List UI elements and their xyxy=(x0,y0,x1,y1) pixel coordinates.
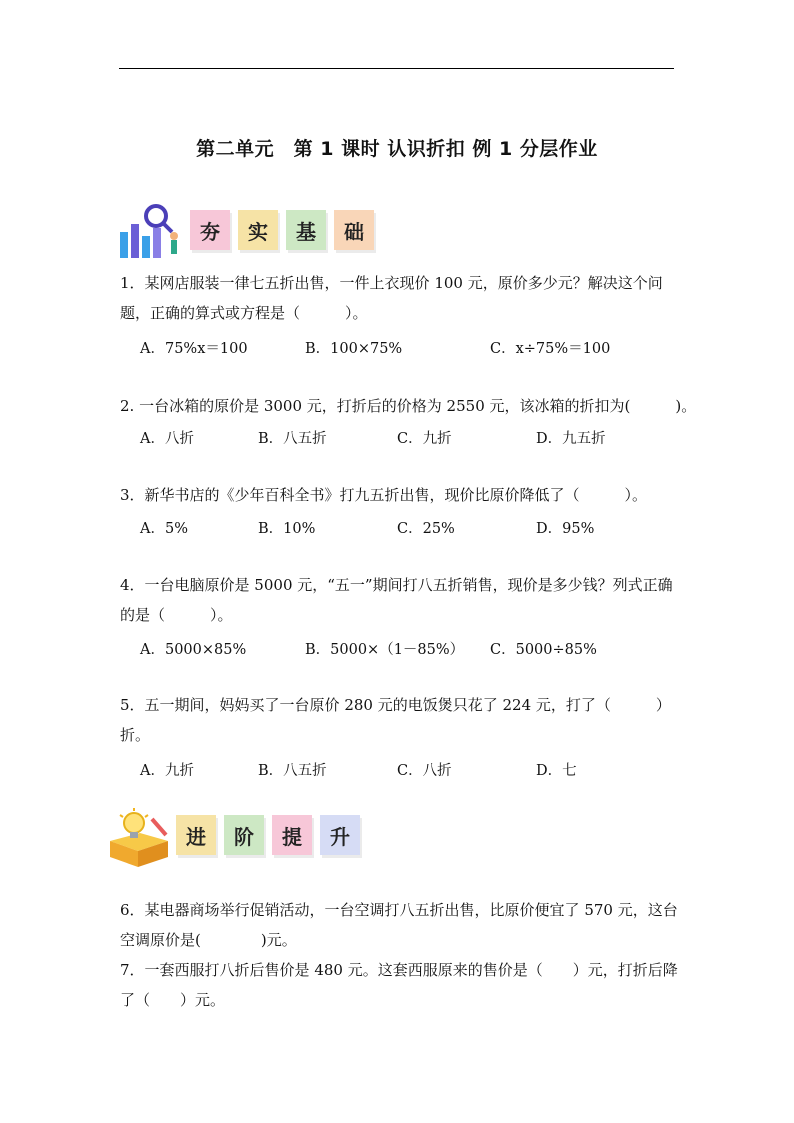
question-3 xyxy=(120,480,680,510)
option-b: B．10% xyxy=(258,521,316,537)
banner-tile: 基 xyxy=(286,210,326,250)
option-d: D．七 xyxy=(536,763,577,779)
banner-tile: 进 xyxy=(176,815,216,855)
option-a: A．5000×85% xyxy=(140,642,247,658)
option-c: C．25% xyxy=(397,521,455,537)
option-a: A．八折 xyxy=(140,431,194,447)
banner-tile: 础 xyxy=(334,210,374,250)
option-c: C．八折 xyxy=(397,763,452,779)
question-4 xyxy=(120,570,680,630)
option-b: B．八五折 xyxy=(258,431,327,447)
lightbulb-box-icon xyxy=(104,807,174,869)
question-7 xyxy=(120,955,680,1015)
option-d: D．95% xyxy=(536,521,595,537)
option-d: D．九五折 xyxy=(536,431,606,447)
question-text: 3．新华书店的《少年百科全书》打九五折出售，现价比原价降低了（ ）。 xyxy=(120,486,648,504)
option-a: A．75%x＝100 xyxy=(140,341,248,357)
section-banner-advanced xyxy=(104,807,394,865)
question-text: 5．五一期间，妈妈买了一台原价 280 元的电饭煲只花了 224 元，打了（ ）折。 xyxy=(120,696,671,744)
header-rule xyxy=(119,68,674,69)
option-c: C．x÷75%＝100 xyxy=(490,341,611,357)
option-b: B．5000×（1－85%） xyxy=(305,642,465,658)
option-c: C．九折 xyxy=(397,431,452,447)
option-b: B．100×75% xyxy=(305,341,403,357)
banner-tile: 夯 xyxy=(190,210,230,250)
question-6 xyxy=(120,895,680,955)
question-1 xyxy=(120,268,680,328)
question-text: 1．某网店服装一律七五折出售，一件上衣现价 100 元，原价多少元？解决这个问题，正确的算式或方程是（ ）。 xyxy=(120,274,663,322)
question-text: 6．某电器商场举行促销活动，一台空调打八五折出售，比原价便宜了 570 元，这台空调原价是( )元。 xyxy=(120,901,678,949)
banner-tile: 升 xyxy=(320,815,360,855)
question-text: 7．一套西服打八折后售价是 480 元。这套西服原来的售价是（ ）元，打折后降了（ ）元。 xyxy=(120,961,678,1009)
option-b: B．八五折 xyxy=(258,763,327,779)
section-banner-basic xyxy=(118,202,408,260)
question-text: 2. 一台冰箱的原价是 3000 元，打折后的价格为 2550 元，该冰箱的折扣为( )。 xyxy=(120,397,697,415)
question-text: 4．一台电脑原价是 5000 元，“五一”期间打八五折销售，现价是多少钱？列式正确的是（ ）。 xyxy=(120,576,673,624)
option-c: C．5000÷85% xyxy=(490,642,597,658)
banner-tile: 提 xyxy=(272,815,312,855)
banner-tile: 阶 xyxy=(224,815,264,855)
page-title: 第二单元 第 1 课时 认识折扣 例 1 分层作业 xyxy=(196,138,598,160)
option-a: A．九折 xyxy=(140,763,194,779)
banner-tile: 实 xyxy=(238,210,278,250)
option-a: A．5% xyxy=(140,521,188,537)
question-5 xyxy=(120,690,680,750)
magnifier-chart-icon xyxy=(118,202,184,262)
question-2 xyxy=(120,391,700,421)
